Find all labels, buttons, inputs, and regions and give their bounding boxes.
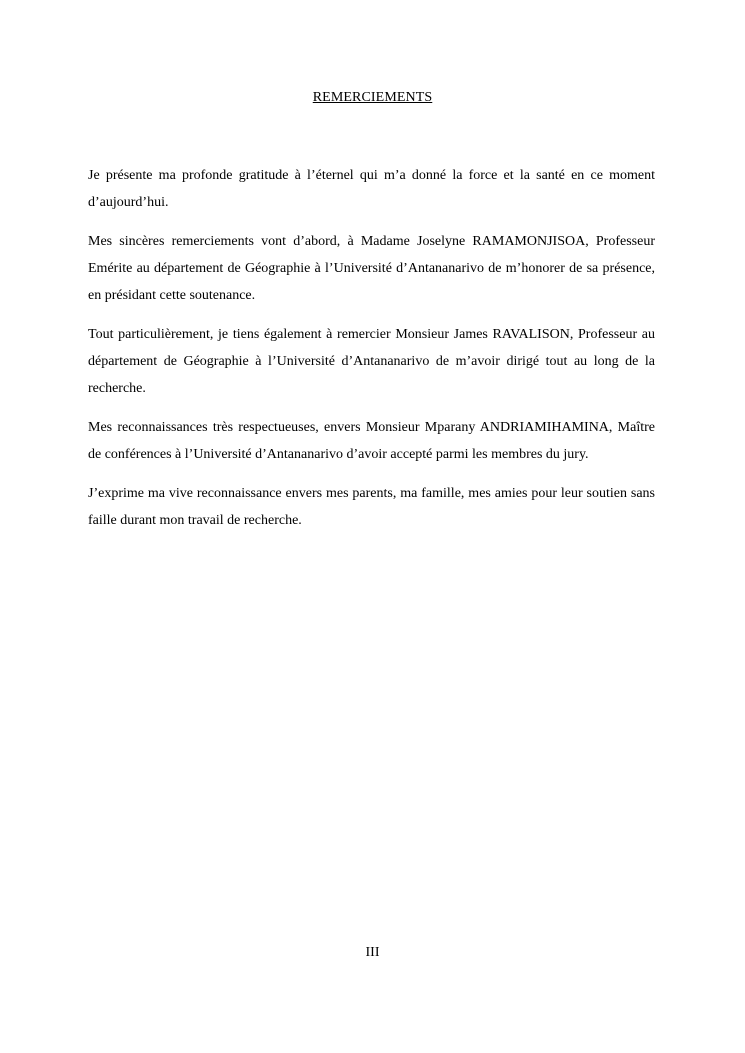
page-number: III [365, 945, 380, 960]
acknowledgements-body [88, 162, 655, 546]
page-title: REMERCIEMENTS [312, 90, 433, 105]
paragraph-jury: Mes reconnaissances très respectueuses, envers Monsieur Mparany ANDRIAMIHAMINA, Maître de conférences à l’Université d’Antananarivo d’avoir accepté parmi les membres du jury. [88, 420, 655, 462]
paragraph-president: Mes sincères remerciements vont d’abord, à Madame Joselyne RAMAMONJISOA, Professeur Emérite au département de Géographie à l’Université d’Antananarivo de m’honorer de sa présence, en présidant cette soutenance. [88, 234, 655, 303]
paragraph-director: Tout particulièrement, je tiens également à remercier Monsieur James RAVALISON, Professeur au département de Géographie à l’Université d’Antananarivo de m’avoir dirigé tout au long de la recherche. [88, 327, 655, 396]
paragraph-family: J’exprime ma vive reconnaissance envers mes parents, ma famille, mes amies pour leur soutien sans faille durant mon travail de recherche. [88, 486, 655, 528]
paragraph-gratitude: Je présente ma profonde gratitude à l’éternel qui m’a donné la force et la santé en ce moment d’aujourd’hui. [88, 168, 655, 210]
